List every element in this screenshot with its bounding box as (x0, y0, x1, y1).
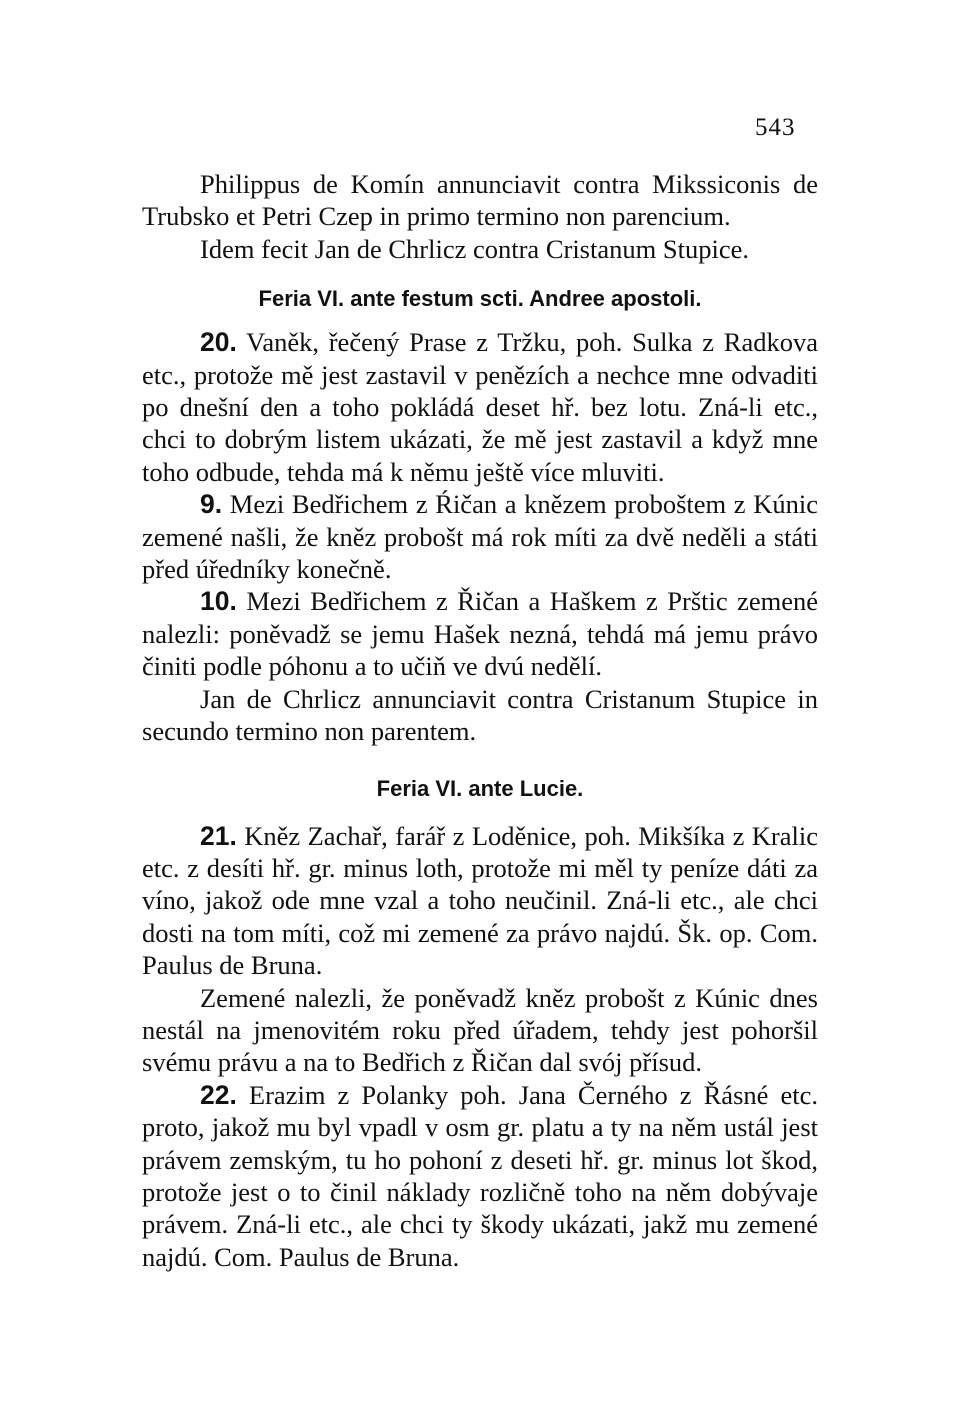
entry-number: 10. (200, 586, 237, 617)
paragraph-text: Vaněk, řečený Prase z Tržku, poh. Sulka z Radkova etc., protože mě jest zastavil v penězích a nechce mne odvaditi po dnešní den a toho pokládá deset hř. bez lotu. Zná-li etc., chci to dobrým listem ukázati, že mě jest zastavil a když mne toho odbude, tehda má k němu ještě více mluviti. (142, 327, 818, 487)
paragraph-text: Mezi Bedřichem z Ŕičan a knězem proboštem z Kúnic zemené našli, že kněz probošt má rok míti za dvě neděli a státi před úředníky konečně. (142, 489, 818, 585)
paragraph (142, 683, 818, 748)
paragraph-text: Jan de Chrlicz annunciavit contra Cristanum Stupice in secundo termino non parentem. (142, 683, 818, 747)
section-heading: Feria VI. ante festum scti. Andree apostoli. (258, 286, 702, 312)
paragraph-text: Idem fecit Jan de Chrlicz contra Cristanum Stupice. (200, 233, 749, 264)
paragraph-text: Philippus de Komín annunciavit contra Mikssiconis de Trubsko et Petri Czep in primo termino non parencium. (142, 169, 818, 232)
paragraph-text: Mezi Bedřichem z Řičan a Haškem z Prštic zemené nalezli: poněvadž se jemu Hašek nezná, tehdá má jemu právo činiti podle póhonu a to učiň ve dvú nedělí. (142, 586, 818, 682)
paragraph-text: Kněz Zachař, farář z Loděnice, poh. Mikšíka z Kralic etc. z desíti hř. gr. minus loth, protože mi měl ty peníze dáti za víno, jakož ode mne vzal a toho neučinil. Zná-li etc., ale chci dosti na tom míti, což mi zemené za právo najdú. Šk. op. Com. Paulus de Bruna. (142, 820, 818, 981)
text-body (142, 168, 818, 1273)
section-heading: Feria VI. ante Lucie. (376, 775, 584, 801)
paragraph (142, 585, 818, 682)
paragraph (142, 1079, 818, 1273)
paragraph (142, 982, 818, 1079)
paragraph (142, 820, 818, 982)
entry-number: 21. (200, 820, 237, 851)
paragraph-text: Zemené nalezli, že poněvadž kněz probošt z Kúnic dnes nestál na jmenovitém roku před úřadem, tehdy jest pohoršil svému právu a na to Bedřich z Řičan dal svój přísud. (142, 982, 818, 1078)
entry-number: 20. (200, 327, 237, 358)
paragraph (142, 168, 818, 233)
paragraph (142, 488, 818, 585)
entry-number: 9. (200, 489, 223, 520)
paragraph (142, 326, 818, 488)
paragraph (142, 233, 818, 265)
page-number: 543 (755, 114, 796, 141)
entry-number: 22. (200, 1079, 237, 1110)
paragraph-text: Erazim z Polanky poh. Jana Černého z Řásné etc. proto, jakož mu byl vpadl v osm gr. platu a ty na něm ustál jest právem zemským, tu ho pohoní z deseti hř. gr. minus lot škod, protože jest o to činil náklady rozličně toho na něm dobývaje právem. Zná-li etc., ale chci ty škody ukázati, jakž mu zemené najdú. Com. Paulus de Bruna. (142, 1079, 818, 1272)
